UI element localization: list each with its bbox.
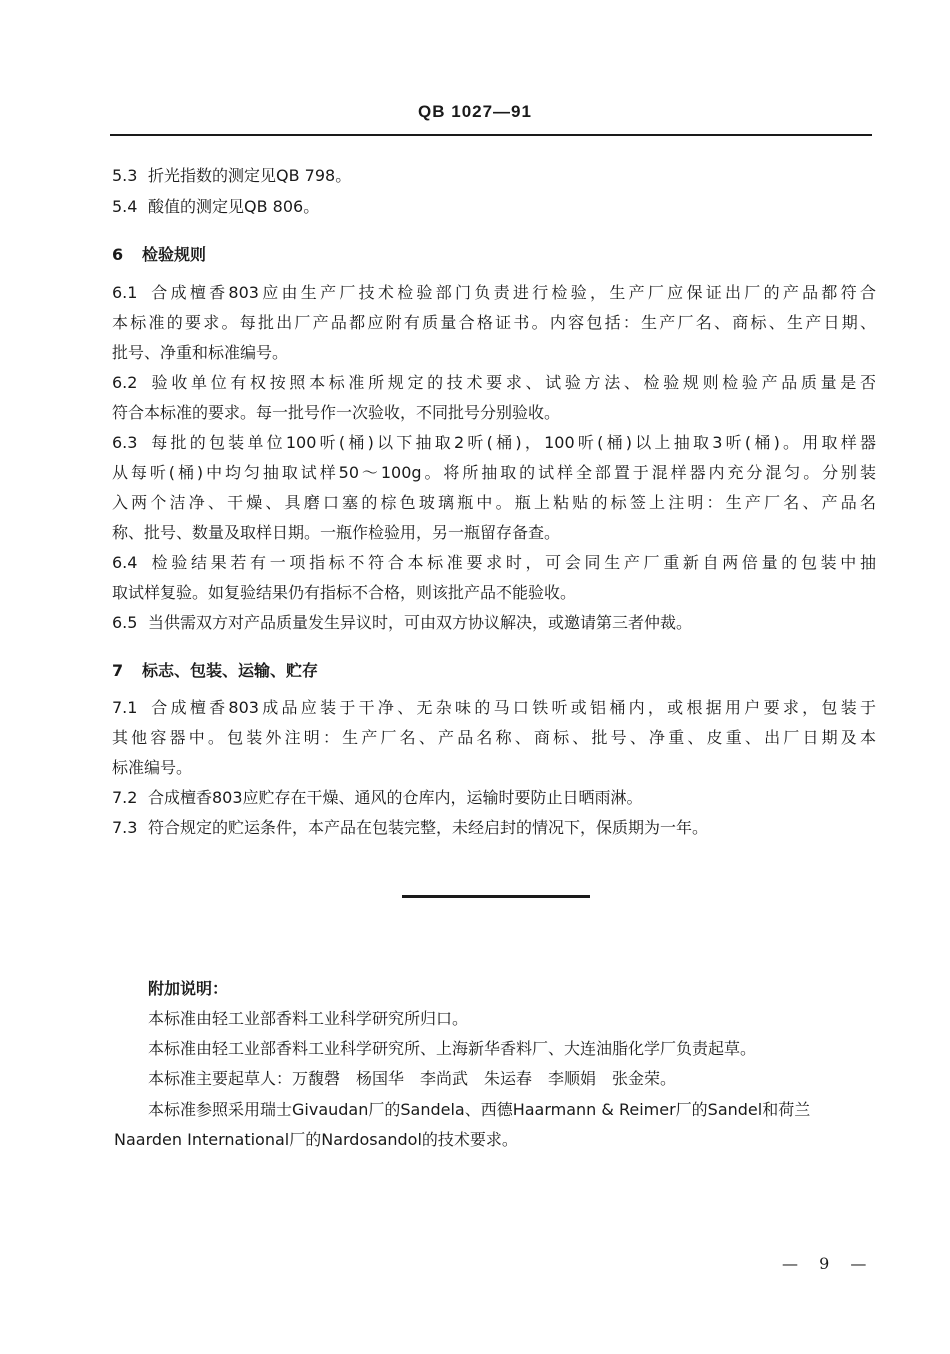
standard-code-header: QB 1027—91 [418,102,532,121]
clause-text: 酸值的测定见QB 806。 [148,197,320,216]
clause-5-4 [112,196,876,218]
clause-text: 每批的包装单位100听(桶)以下抽取2听(桶)，100听(桶)以上抽取3听(桶)。用取样器 [148,433,876,452]
header-rule [110,134,872,136]
clause-6-1-line-2: 本标准的要求。每批出厂产品都应附有质量合格证书。内容包括：生产厂名、商标、生产日期、 [112,313,876,332]
section-title: 检验规则 [142,245,207,264]
clause-7-1-line-3: 标准编号。 [112,758,193,777]
clause-7-3 [112,817,876,839]
clause-6-5 [112,612,876,634]
page-number: — 9 — [782,1254,875,1273]
clause-6-3-line-2: 从每听(桶)中均匀抽取试样50～100g。将所抽取的试样全部置于混样器内充分混匀。分别装 [112,463,876,482]
clause-number: 5.3 [112,166,138,185]
clause-6-2-line-2: 符合本标准的要求。每一批号作一次验收，不同批号分别验收。 [112,403,561,422]
clause-6-4-line-1 [112,552,876,574]
end-of-standard-rule [402,895,590,898]
appendix-line: Naarden International厂的Nardosandol的技术要求。 [114,1130,518,1149]
clause-number: 5.4 [112,197,138,216]
clause-6-3-line-3: 入两个洁净、干燥、具磨口塞的棕色玻璃瓶中。瓶上粘贴的标签上注明：生产厂名、产品名 [112,493,876,512]
clause-number: 7.2 [112,788,138,807]
clause-6-3-line-1 [112,432,876,454]
appendix-line: 本标准主要起草人：万馥磬 杨国华 李尚武 朱运春 李顺娟 张金荣。 [148,1069,677,1088]
appendix-line: 本标准由轻工业部香料工业科学研究所归口。 [148,1009,469,1028]
clause-text: 折光指数的测定见QB 798。 [148,166,352,185]
clause-6-1-line-3: 批号、净重和标准编号。 [112,343,289,362]
clause-7-1-line-2: 其他容器中。包装外注明：生产厂名、产品名称、商标、批号、净重、皮重、出厂日期及本 [112,728,876,747]
clause-text: 检验结果若有一项指标不符合本标准要求时，可会同生产厂重新自两倍量的包装中抽 [148,553,876,572]
clause-6-4-line-2: 取试样复验。如复验结果仍有指标不合格，则该批产品不能验收。 [112,583,577,602]
clause-number: 6.3 [112,433,138,452]
section-number: 7 [112,661,124,680]
section-title: 标志、包装、运输、贮存 [142,661,319,680]
clause-number: 7.1 [112,698,138,717]
clause-6-1-line-1 [112,282,876,304]
section-7-heading [112,660,876,682]
clause-text: 合成檀香803应由生产厂技术检验部门负责进行检验，生产厂应保证出厂的产品都符合 [148,283,876,302]
appendix-line: 本标准参照采用瑞士Givaudan厂的Sandela、西德Haarmann & Reimer厂的Sandel和荷兰 [148,1100,811,1119]
clause-number: 6.5 [112,613,138,632]
appendix-title: 附加说明： [148,979,229,998]
clause-number: 6.4 [112,553,138,572]
clause-text: 符合规定的贮运条件，本产品在包装完整，未经启封的情况下，保质期为一年。 [148,818,709,837]
clause-text: 当供需双方对产品质量发生异议时，可由双方协议解决，或邀请第三者仲裁。 [148,613,693,632]
clause-7-2 [112,787,876,809]
section-number: 6 [112,245,124,264]
clause-6-3-line-4: 称、批号、数量及取样日期。一瓶作检验用，另一瓶留存备查。 [112,523,561,542]
section-6-heading [112,244,876,266]
clause-number: 6.2 [112,373,138,392]
clause-5-3 [112,165,876,187]
clause-text: 合成檀香803成品应装于干净、无杂味的马口铁听或铝桶内，或根据用户要求，包装于 [148,698,876,717]
clause-number: 7.3 [112,818,138,837]
clause-text: 验收单位有权按照本标准所规定的技术要求、试验方法、检验规则检验产品质量是否 [148,373,876,392]
clause-text: 合成檀香803应贮存在干燥、通风的仓库内，运输时要防止日晒雨淋。 [148,788,643,807]
appendix-line: 本标准由轻工业部香料工业科学研究所、上海新华香料厂、大连油脂化学厂负责起草。 [148,1039,757,1058]
clause-6-2-line-1 [112,372,876,394]
clause-7-1-line-1 [112,697,876,719]
clause-number: 6.1 [112,283,138,302]
